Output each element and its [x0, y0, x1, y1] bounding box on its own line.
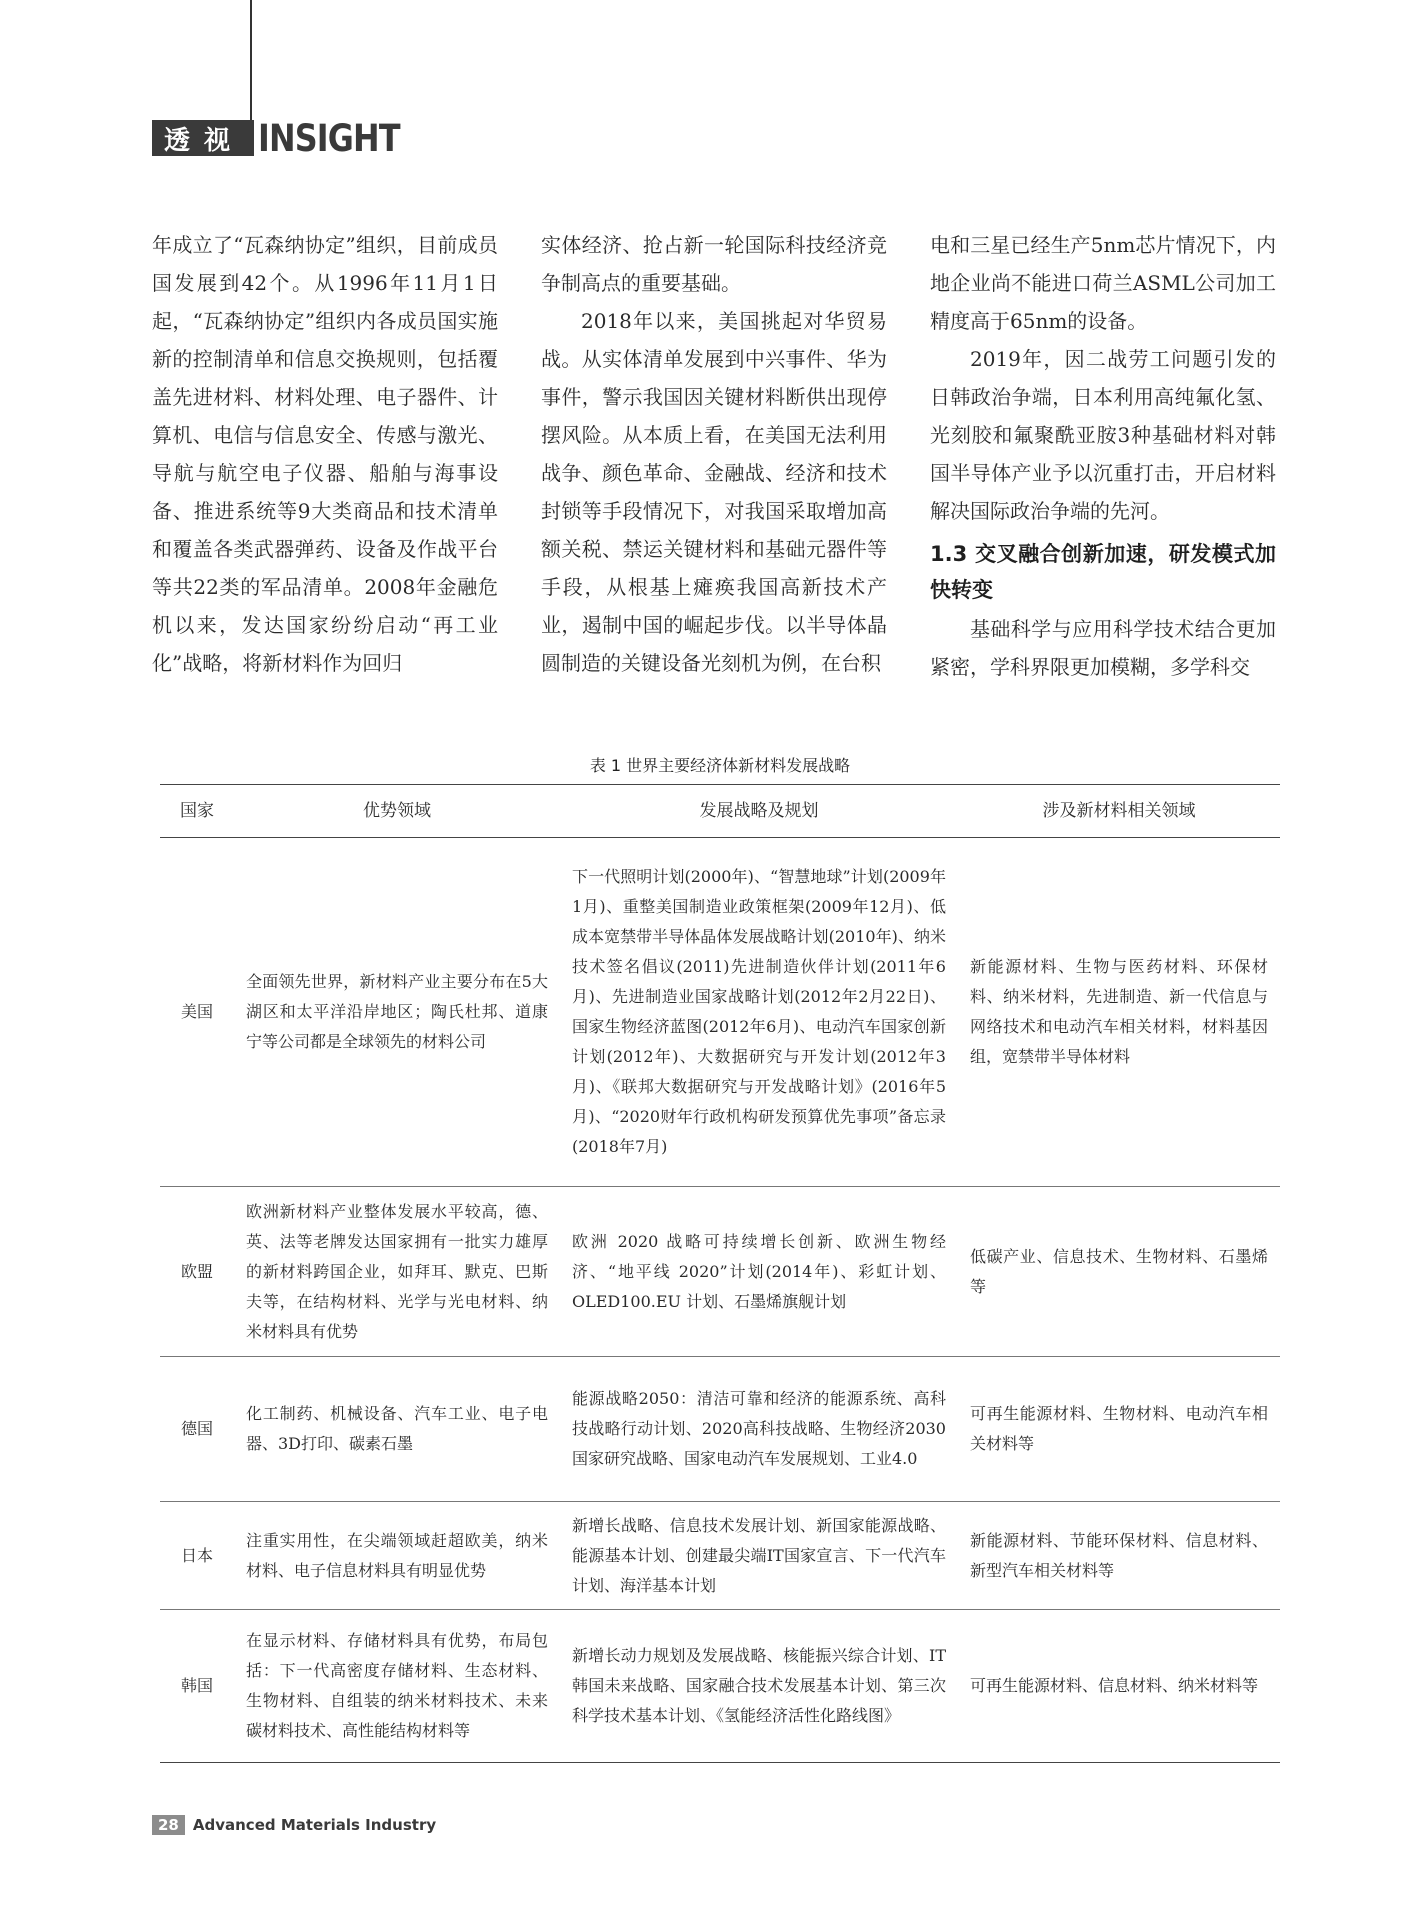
cell-country: 日本 — [160, 1502, 234, 1610]
cell-advantage: 欧洲新材料产业整体发展水平较高，德、英、法等老牌发达国家拥有一批实力雄厚的新材料跨国企业，如拜耳、默克、巴斯夫等，在结构材料、光学与光电材料、纳米材料具有优势 — [234, 1187, 560, 1357]
cell-fields: 新能源材料、生物与医药材料、环保材料、纳米材料，先进制造、新一代信息与网络技术和电动汽车相关材料，材料基因组，宽禁带半导体材料 — [958, 838, 1280, 1187]
page-footer — [152, 1815, 436, 1835]
paragraph: 基础科学与应用科学技术结合更加紧密，学科界限更加模糊，多学科交 — [930, 617, 1276, 679]
cell-strategy: 新增长动力规划及发展战略、核能振兴综合计划、IT韩国未来战略、国家融合技术发展基本计划、第三次科学技术基本计划、《氢能经济活性化路线图》 — [560, 1610, 958, 1763]
cell-fields: 新能源材料、节能环保材料、信息材料、新型汽车相关材料等 — [958, 1502, 1280, 1610]
table-header-row — [160, 785, 1280, 838]
paragraph: 实体经济、抢占新一轮国际科技经济竞争制高点的重要基础。 — [541, 233, 887, 295]
text-column-1 — [152, 226, 498, 682]
table-title: 表 1 世界主要经济体新材料发展战略 — [589, 756, 851, 775]
cell-advantage: 在显示材料、存储材料具有优势，布局包括：下一代高密度存储材料、生态材料、生物材料、自组装的纳米材料技术、未来碳材料技术、高性能结构材料等 — [234, 1610, 560, 1763]
paragraph: 2018年以来，美国挑起对华贸易战。从实体清单发展到中兴事件、华为事件，警示我国因关键材料断供出现停摆风险。从本质上看，在美国无法利用战争、颜色革命、金融战、经济和技术封锁等手段情况下，对我国采取增加高额关税、禁运关键材料和基础元器件等手段，从根基上瘫痪我国高新技术产业，遏制中国的崛起步伐。以半导体晶圆制造的关键设备光刻机为例，在台积 — [541, 309, 887, 675]
cell-advantage: 全面领先世界，新材料产业主要分布在5大湖区和太平洋沿岸地区；陶氏杜邦、道康宁等公司都是全球领先的材料公司 — [234, 838, 560, 1187]
cell-country: 韩国 — [160, 1610, 234, 1763]
cell-fields: 低碳产业、信息技术、生物材料、石墨烯等 — [958, 1187, 1280, 1357]
table-row — [160, 1187, 1280, 1357]
paragraph: 年成立了“瓦森纳协定”组织，目前成员国发展到42个。从1996年11月1日起，“瓦森纳协定”组织内各成员国实施新的控制清单和信息交换规则，包括覆盖先进材料、材料处理、电子器件、计算机、电信与信息安全、传感与激光、导航与航空电子仪器、船舶与海事设备、推进系统等9大类商品和技术清单和覆盖各类武器弹药、设备及作战平台等共22类的军品清单。2008年金融危机以来，发达国家纷纷启动“再工业化”战略，将新材料作为回归 — [152, 233, 498, 675]
table-row — [160, 1357, 1280, 1502]
cell-fields: 可再生能源材料、信息材料、纳米材料等 — [958, 1610, 1280, 1763]
cell-advantage: 注重实用性，在尖端领域赶超欧美，纳米材料、电子信息材料具有明显优势 — [234, 1502, 560, 1610]
table-row — [160, 838, 1280, 1187]
table-row — [160, 1610, 1280, 1763]
column-header: 国家 — [160, 785, 234, 838]
cell-advantage: 化工制药、机械设备、汽车工业、电子电器、3D打印、碳素石墨 — [234, 1357, 560, 1502]
cell-strategy: 下一代照明计划(2000年)、“智慧地球”计划(2009年1月)、重整美国制造业政策框架(2009年12月)、低成本宽禁带半导体晶体发展战略计划(2010年)、纳米技术签名倡议(2011)先进制造伙伴计划(2011年6月)、先进制造业国家战略计划(2012年2月22日)、国家生物经济蓝图(2012年6月)、电动汽车国家创新计划(2012年)、大数据研究与开发计划(2012年3月)、《联邦大数据研究与开发战略计划》(2016年5月)、“2020财年行政机构研发预算优先事项”备忘录(2018年7月) — [560, 838, 958, 1187]
cell-country: 美国 — [160, 838, 234, 1187]
text-column-2 — [541, 226, 887, 682]
cell-strategy: 能源战略2050：清洁可靠和经济的能源系统、高科技战略行动计划、2020高科技战略、生物经济2030国家研究战略、国家电动汽车发展规划、工业4.0 — [560, 1357, 958, 1502]
paragraph: 2019年，因二战劳工问题引发的日韩政治争端，日本利用高纯氟化氢、光刻胶和氟聚酰亚胺3种基础材料对韩国半导体产业予以沉重打击，开启材料解决国际政治争端的先河。 — [930, 347, 1276, 523]
column-header: 涉及新材料相关领域 — [958, 785, 1280, 838]
column-header: 发展战略及规划 — [560, 785, 958, 838]
cell-fields: 可再生能源材料、生物材料、电动汽车相关材料等 — [958, 1357, 1280, 1502]
column-header: 优势领域 — [234, 785, 560, 838]
section-header — [152, 118, 423, 158]
page-number: 28 — [152, 1815, 185, 1835]
table-row — [160, 1502, 1280, 1610]
cell-strategy: 新增长战略、信息技术发展计划、新国家能源战略、能源基本计划、创建最尖端IT国家宣言、下一代汽车计划、海洋基本计划 — [560, 1502, 958, 1610]
strategy-table — [160, 784, 1280, 1763]
cell-strategy: 欧洲 2020 战略可持续增长创新、欧洲生物经济、“地平线 2020”计划(2014年)、彩虹计划、OLED100.EU 计划、石墨烯旗舰计划 — [560, 1187, 958, 1357]
cell-country: 德国 — [160, 1357, 234, 1502]
section-label-en: INSIGHT — [258, 116, 400, 160]
magazine-name: Advanced Materials Industry — [192, 1816, 437, 1834]
paragraph: 电和三星已经生产5nm芯片情况下，内地企业尚不能进口荷兰ASML公司加工精度高于65nm的设备。 — [930, 233, 1276, 333]
section-label-cn: 透视 — [152, 120, 254, 156]
subsection-heading: 1.3 交叉融合创新加速，研发模式加快转变 — [930, 542, 1276, 602]
cell-country: 欧盟 — [160, 1187, 234, 1357]
text-column-3 — [930, 226, 1276, 686]
